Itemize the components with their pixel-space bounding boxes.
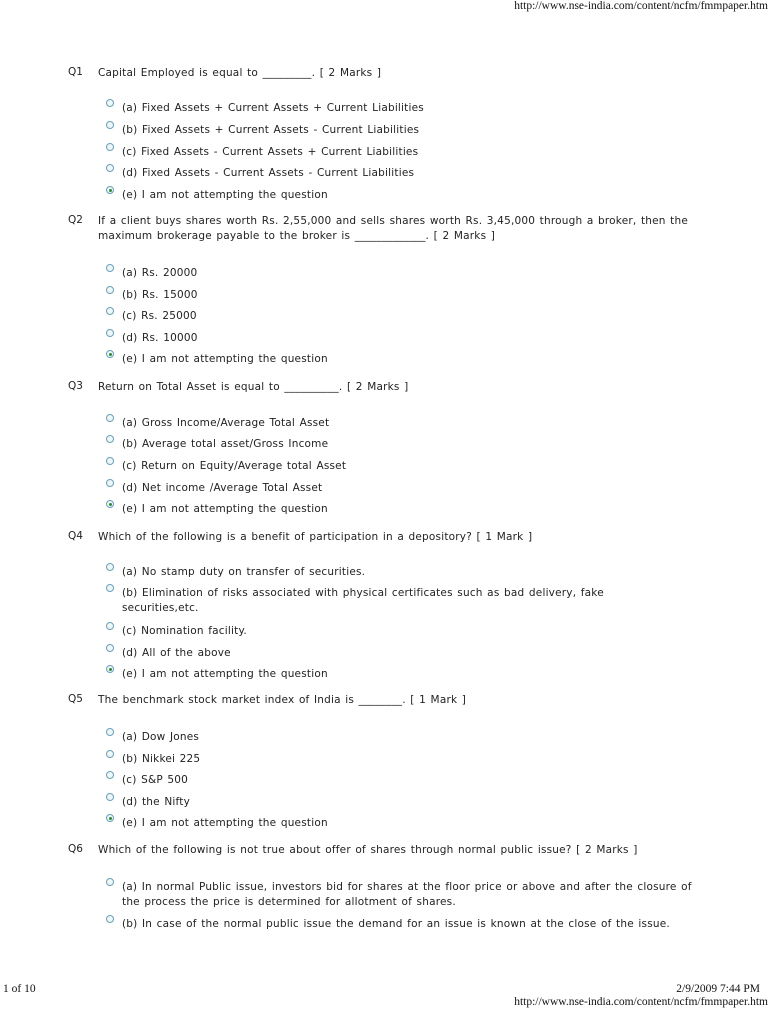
radio-button-icon[interactable] [106, 121, 114, 129]
radio-button-icon[interactable] [106, 878, 114, 886]
print-page-indicator: 1 of 10 [3, 983, 36, 995]
print-timestamp: 2/9/2009 7:44 PM [676, 983, 760, 995]
question-text: Which of the following is a benefit of participation in a depository? [ 1 Mark ] [98, 531, 533, 543]
radio-button-icon[interactable] [106, 164, 114, 172]
question-number: Q3 [68, 380, 83, 392]
radio-button-icon[interactable] [106, 99, 114, 107]
radio-button-checked-icon[interactable] [106, 814, 114, 822]
radio-button-icon[interactable] [106, 728, 114, 736]
radio-button-icon[interactable] [106, 915, 114, 923]
radio-button-checked-icon[interactable] [106, 665, 114, 673]
radio-button-icon[interactable] [106, 479, 114, 487]
question-text: Return on Total Asset is equal to __________. [ 2 Marks ] [98, 381, 409, 393]
radio-button-checked-icon[interactable] [106, 350, 114, 358]
radio-button-icon[interactable] [106, 264, 114, 272]
radio-button-icon[interactable] [106, 563, 114, 571]
question-text: Capital Employed is equal to _________. [ 2 Marks ] [98, 67, 382, 79]
radio-button-icon[interactable] [106, 622, 114, 630]
radio-button-icon[interactable] [106, 329, 114, 337]
question-number: Q4 [68, 530, 83, 542]
question-text: If a client buys shares worth Rs. 2,55,000 and sells shares worth Rs. 3,45,000 through a broker, then the maximum brokerage payable to the broker is _____________. [ 2 Marks ] [98, 215, 689, 242]
radio-button-icon[interactable] [106, 771, 114, 779]
print-header-url: http://www.nse-india.com/content/ncfm/fmmpaper.htm [514, 0, 768, 12]
radio-button-checked-icon[interactable] [106, 186, 114, 194]
question-text: The benchmark stock market index of India is ________. [ 1 Mark ] [98, 694, 467, 706]
question-number: Q1 [68, 66, 83, 78]
radio-button-icon[interactable] [106, 793, 114, 801]
question-number: Q2 [68, 214, 83, 226]
print-footer-url: http://www.nse-india.com/content/ncfm/fmmpaper.htm [514, 996, 768, 1008]
question-number: Q6 [68, 843, 83, 855]
radio-button-icon[interactable] [106, 143, 114, 151]
radio-button-icon[interactable] [106, 435, 114, 443]
radio-button-icon[interactable] [106, 644, 114, 652]
radio-button-icon[interactable] [106, 750, 114, 758]
radio-button-icon[interactable] [106, 307, 114, 315]
radio-button-checked-icon[interactable] [106, 500, 114, 508]
question-number: Q5 [68, 693, 83, 705]
radio-button-icon[interactable] [106, 584, 114, 592]
radio-button-icon[interactable] [106, 457, 114, 465]
radio-button-icon[interactable] [106, 414, 114, 422]
question-text: Which of the following is not true about offer of shares through normal public issue? [ 2 Marks ] [98, 844, 638, 856]
radio-button-icon[interactable] [106, 286, 114, 294]
